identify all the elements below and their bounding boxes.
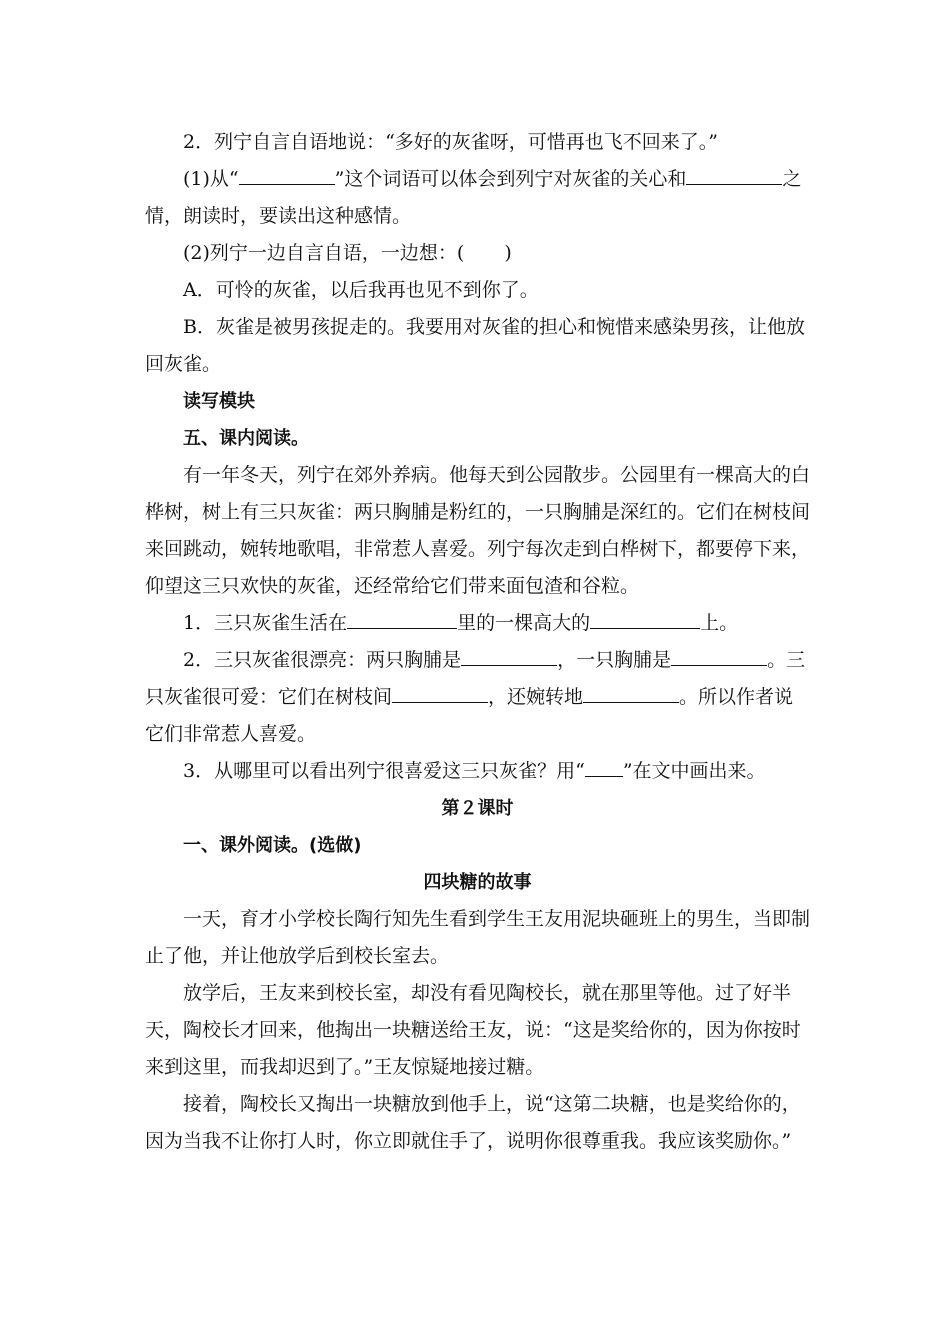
q3-text-a: 3．从哪里可以看出列宁很喜爱这三只灰雀？用“ [183, 760, 585, 782]
option-b: B．灰雀是被男孩捉走的。我要用对灰雀的担心和惋惜来感染男孩，让他放回灰雀。 [145, 316, 805, 375]
q2-sub1-text-c: 之情，朗读时，要读出这种感情。 [145, 168, 802, 227]
lesson2-section1-title: 一、课外阅读。(选做) [183, 835, 362, 856]
section5-q1 [145, 605, 810, 642]
story-paragraph: 接着，陶校长又掏出一块糖放到他手上，说“这第二块糖，也是奖给你的，因为当我不让你打人时，你立即就住手了，说明你很尊重我。我应该奖励你。” [145, 1093, 801, 1152]
answer-blank[interactable] [671, 643, 767, 666]
answer-blank[interactable] [590, 606, 700, 629]
q2-stem: 2．列宁自言自语地说：“多好的灰雀呀，可惜再也飞不回来了。” [183, 131, 719, 153]
q2-sub2-text-b: ) [504, 242, 512, 264]
q2-sub1-text-b: ”这个词语可以体会到列宁对灰雀的关心和 [334, 168, 687, 190]
module-title: 读写模块 [183, 391, 255, 412]
underline-sample [585, 754, 623, 777]
q3-text-b: ”在文中画出来。 [622, 760, 766, 782]
q2b-text-b: ，一只胸脯是 [557, 649, 672, 671]
answer-blank[interactable] [392, 680, 488, 703]
q1-text-c: 上。 [700, 612, 739, 634]
q2b-text-a: 2．三只灰雀很漂亮：两只胸脯是 [183, 649, 462, 671]
section5-q3 [145, 753, 810, 790]
answer-blank[interactable] [461, 643, 557, 666]
lesson2-title: 第２课时 [441, 798, 514, 819]
story-paragraph: 放学后，王友来到校长室，却没有看见陶校长，就在那里等他。过了好半天，陶校长才回来，他掏出一块糖送给王友，说：“这是奖给你的，因为你按时来到这里，而我却迟到了。”王友惊疑地接过糖。 [145, 982, 801, 1078]
q2b-text-d: ，还婉转地 [488, 686, 584, 708]
section5-q2 [145, 642, 810, 753]
document-content [145, 124, 810, 1160]
q2-sub2 [145, 235, 810, 272]
answer-blank[interactable] [239, 162, 335, 185]
story-title: 四块糖的故事 [423, 872, 532, 893]
answer-blank[interactable] [686, 162, 782, 185]
q2-sub1-text-a: (1)从“ [183, 168, 239, 190]
q2b-text-e: 。所以作者说它们非常惹人喜爱。 [145, 686, 794, 745]
section5-passage: 有一年冬天，列宁在郊外养病。他每天到公园散步。公园里有一棵高大的白桦树，树上有三只灰雀：两只胸脯是粉红的，一只胸脯是深红的。它们在树枝间来回跳动，婉转地歌唱，非常惹人喜爱。列宁每次走到白桦树下，都要停下来，仰望这三只欢快的灰雀，还经常给它们带来面包渣和谷粒。 [145, 464, 811, 597]
q2b-text-c: 。三只灰雀很可爱：它们在树枝间 [145, 649, 806, 708]
q2-sub2-text-a: (2)列宁一边自言自语，一边想：( [183, 242, 465, 264]
answer-blank[interactable] [347, 606, 457, 629]
section5-title: 五、课内阅读。 [183, 428, 309, 449]
q1-text-a: 1．三只灰雀生活在 [183, 612, 348, 634]
q1-text-b: 里的一棵高大的 [457, 612, 591, 634]
story-paragraph: 一天，育才小学校长陶行知先生看到学生王友用泥块砸班上的男生，当即制止了他，并让他放学后到校长室去。 [145, 908, 811, 967]
option-a: A．可怜的灰雀，以后我再也见不到你了。 [183, 279, 539, 301]
answer-blank[interactable] [583, 680, 679, 703]
q2-sub1 [145, 161, 810, 235]
